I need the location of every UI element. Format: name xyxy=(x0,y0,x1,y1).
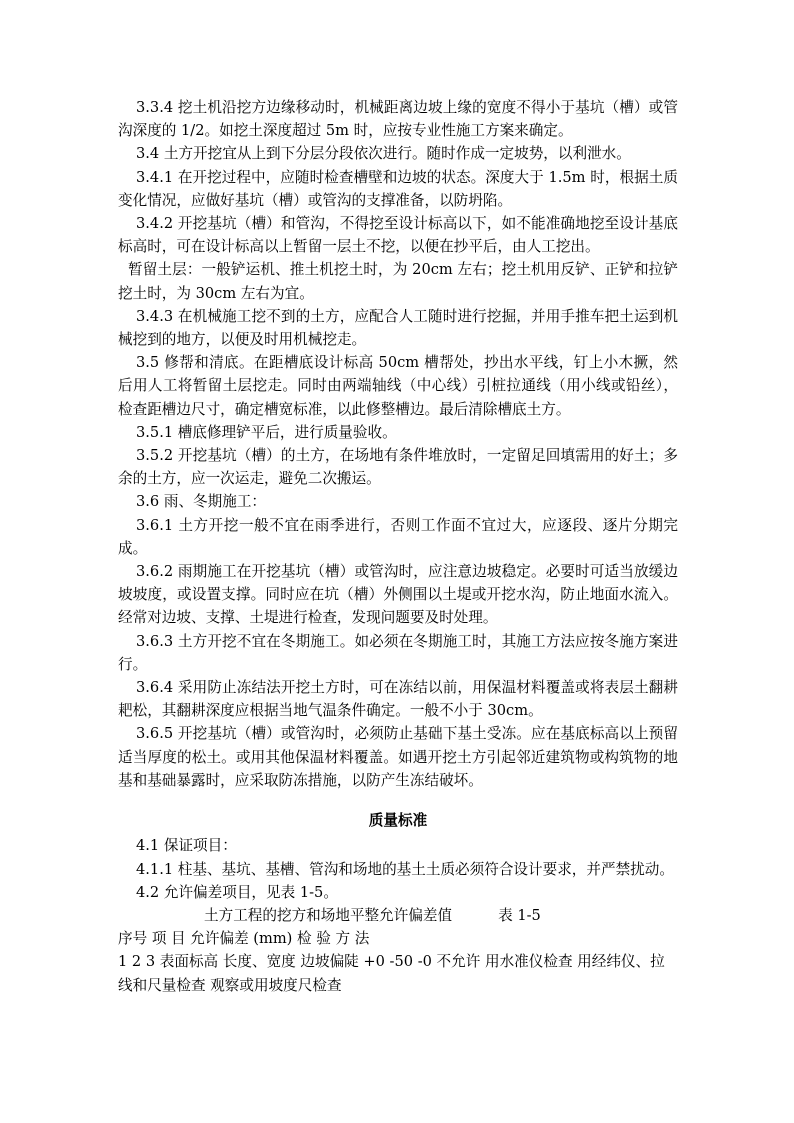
quality-standard-section xyxy=(118,834,678,904)
paragraph-3-5-1: 3.5.1 槽底修理铲平后，进行质量验收。 xyxy=(136,423,397,441)
table-title-line xyxy=(118,904,678,927)
paragraph-3-6-4: 3.6.4 采用防止冻结法开挖土方时，可在冻结以前，用保温材料覆盖或将表层土翻耕耙松，其翻耕深度应根据当地气温条件确定。一般不小于 30cm。 xyxy=(118,679,678,720)
paragraph-3-6-5: 3.6.5 开挖基坑（槽）或管沟时，必须防止基础下基土受冻。应在基底标高以上预留适当厚度的松土。或用其他保温材料覆盖。如遇开挖土方引起邻近建筑物或构筑物的地基和基础暴露时，应采取防冻措施，以防产生冻结破坏。 xyxy=(118,725,678,789)
paragraph-3-6: 3.6 雨、冬期施工： xyxy=(136,493,267,511)
table-header-row: 序号 项 目 允许偏差 (mm) 检 验 方 法 xyxy=(118,930,370,948)
paragraph-3-6-2: 3.6.2 雨期施工在开挖基坑（槽）或管沟时，应注意边坡稳定。必要时可适当放缓边坡坡度，或设置支撑。同时应在坑（槽）外侧围以土堤或开挖水沟，防止地面水流入。经常对边坡、支撑、土堤进行检查，发现问题要及时处理。 xyxy=(118,563,678,627)
section-heading-quality-standard: 质量标准 xyxy=(368,812,428,830)
paragraph-temporary-soil-layer: 暂留土层：一般铲运机、推土机挖土时，为 20cm 左右；挖土机用反铲、正铲和拉铲挖土时，为 30cm 左右为宜。 xyxy=(118,261,678,302)
paragraph-4-1-1: 4.1.1 柱基、基坑、基槽、管沟和场地的基土土质必须符合设计要求，并严禁扰动。 xyxy=(136,860,674,878)
construction-steps-section xyxy=(118,96,678,792)
paragraph-3-4-3: 3.4.3 在机械施工挖不到的土方，应配合人工随时进行挖掘，并用手推车把土运到机械挖到的地方，以便及时用机械挖走。 xyxy=(118,307,678,349)
paragraph-4-1: 4.1 保证项目： xyxy=(136,837,237,855)
document-page xyxy=(118,96,678,997)
paragraph-3-5-2: 3.5.2 开挖基坑（槽）的土方，在场地有条件堆放时，一定留足回填需用的好土；多余的土方，应一次运走，避免二次搬运。 xyxy=(118,447,678,488)
paragraph-3-5: 3.5 修帮和清底。在距槽底设计标高 50cm 槽帮处，抄出水平线，钉上小木撅，然后用人工将暂留土层挖走。同时由两端轴线（中心线）引桩拉通线（用小线或铅丝），检查距槽边尺寸，确定槽宽标准，以此修整槽边。最后清除槽底土方。 xyxy=(118,354,678,418)
paragraph-3-4-2: 3.4.2 开挖基坑（槽）和管沟，不得挖至设计标高以下，如不能准确地挖至设计基底标高时，可在设计标高以上暂留一层土不挖，以便在抄平后，由人工挖出。 xyxy=(118,215,678,256)
table-body-row: 1 2 3 表面标高 长度、宽度 边坡偏陡 +0 -50 -0 不允许 用水准仪检查 用经纬仪、拉线和尺量检查 观察或用坡度尺检查 xyxy=(118,953,665,994)
paragraph-3-4: 3.4 土方开挖宜从上到下分层分段依次进行。随时作成一定坡势，以利泄水。 xyxy=(136,145,631,163)
paragraph-3-6-3: 3.6.3 土方开挖不宜在冬期施工。如必须在冬期施工时，其施工方法应按冬施方案进行。 xyxy=(118,632,678,673)
paragraph-3-6-1: 3.6.1 土方开挖一般不宜在雨季进行，否则工作面不宜过大，应逐段、逐片分期完成。 xyxy=(118,516,678,557)
paragraph-3-4-1: 3.4.1 在开挖过程中，应随时检查槽壁和边坡的状态。深度大于 1.5m 时，根据土质变化情况，应做好基坑（槽）或管沟的支撑准备，以防坍陷。 xyxy=(118,168,678,209)
paragraph-3-3-4: 3.3.4 挖土机沿挖方边缘移动时，机械距离边坡上缘的宽度不得小于基坑（槽）或管沟深度的 1/2。如挖土深度超过 5m 时，应按专业性施工方案来确定。 xyxy=(118,99,678,140)
tolerance-table xyxy=(118,904,678,997)
table-number: 表 1-5 xyxy=(498,906,541,924)
paragraph-4-2: 4.2 允许偏差项目，见表 1-5。 xyxy=(136,883,338,901)
table-title: 土方工程的挖方和场地平整允许偏差值 xyxy=(204,906,453,924)
